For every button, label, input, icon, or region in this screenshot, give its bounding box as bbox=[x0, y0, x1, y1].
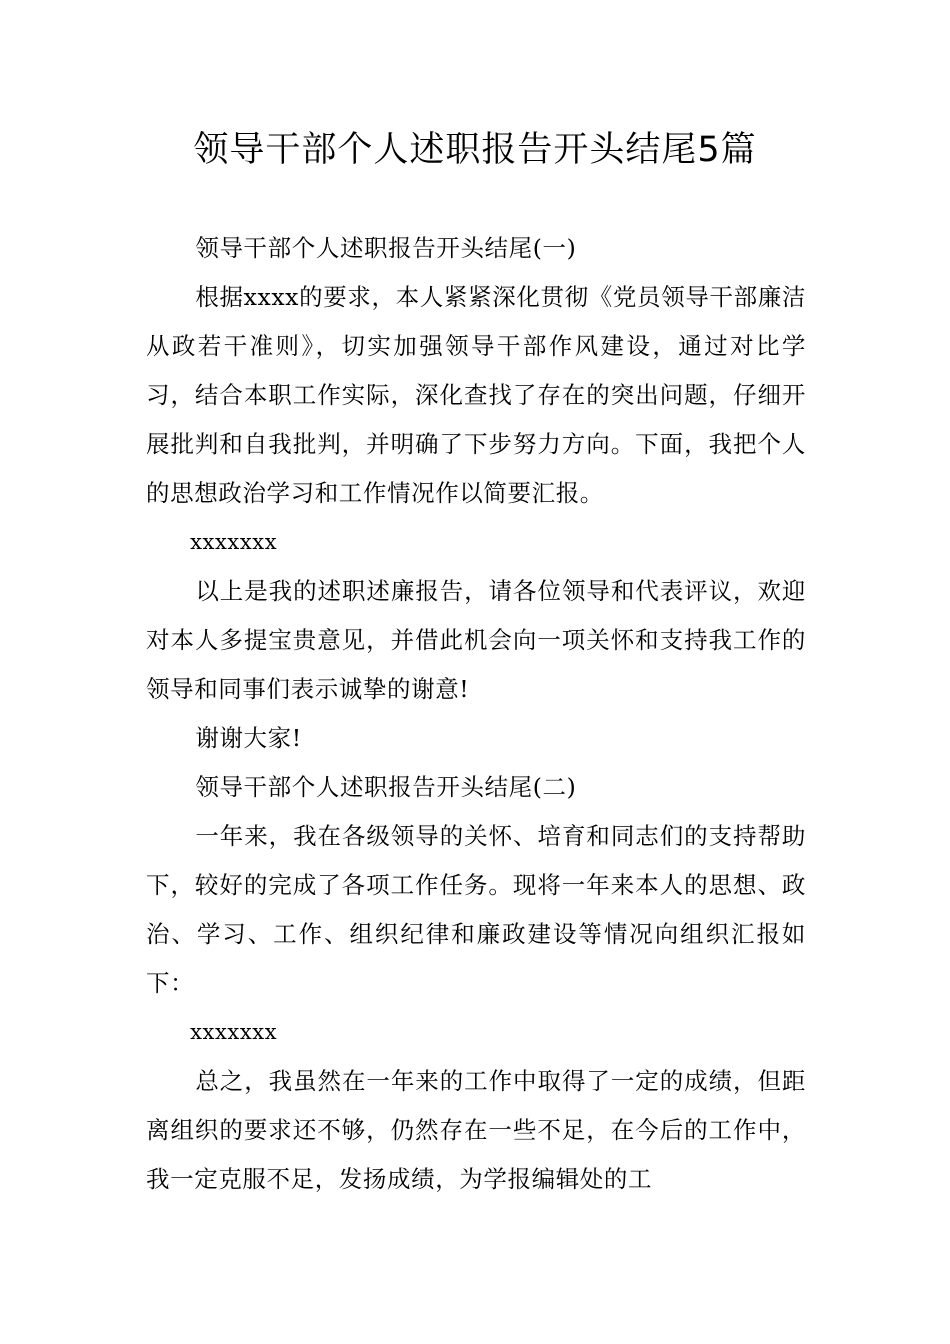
document-body bbox=[146, 224, 806, 1204]
section-heading-1: 领导干部个人述职报告开头结尾(一) bbox=[195, 234, 577, 262]
placeholder-text-1: xxxxxxx bbox=[190, 530, 278, 554]
paragraph-intro-1: 根据xxxx的要求，本人紧紧深化贯彻《党员领导干部廉洁从政若干准则》，切实加强领导干部作风建设，通过对比学习，结合本职工作实际，深化查找了存在的突出问题，仔细开展批判和自我批判，并明确了下步努力方向。下面，我把个人的思想政治学习和工作情况作以简要汇报。 bbox=[146, 283, 806, 507]
placeholder-text-2: xxxxxxx bbox=[190, 1020, 278, 1044]
section-heading-2: 领导干部个人述职报告开头结尾(二) bbox=[195, 773, 577, 801]
document-title: 领导干部个人述职报告开头结尾5篇 bbox=[193, 130, 757, 170]
paragraph-closing-2: 总之，我虽然在一年来的工作中取得了一定的成绩，但距离组织的要求还不够，仍然存在一些不足，在今后的工作中，我一定克服不足，发扬成绩，为学报编辑处的工 bbox=[146, 1067, 806, 1193]
paragraph-thanks: 谢谢大家! bbox=[195, 724, 302, 752]
paragraph-intro-2: 一年来，我在各级领导的关怀、培育和同志们的支持帮助下，较好的完成了各项工作任务。现将一年来本人的思想、政治、学习、工作、组织纪律和廉政建设等情况向组织汇报如下： bbox=[146, 822, 806, 997]
paragraph-closing-1: 以上是我的述职述廉报告，请各位领导和代表评议，欢迎对本人多提宝贵意见，并借此机会向一项关怀和支持我工作的领导和同事们表示诚挚的谢意! bbox=[146, 577, 806, 703]
